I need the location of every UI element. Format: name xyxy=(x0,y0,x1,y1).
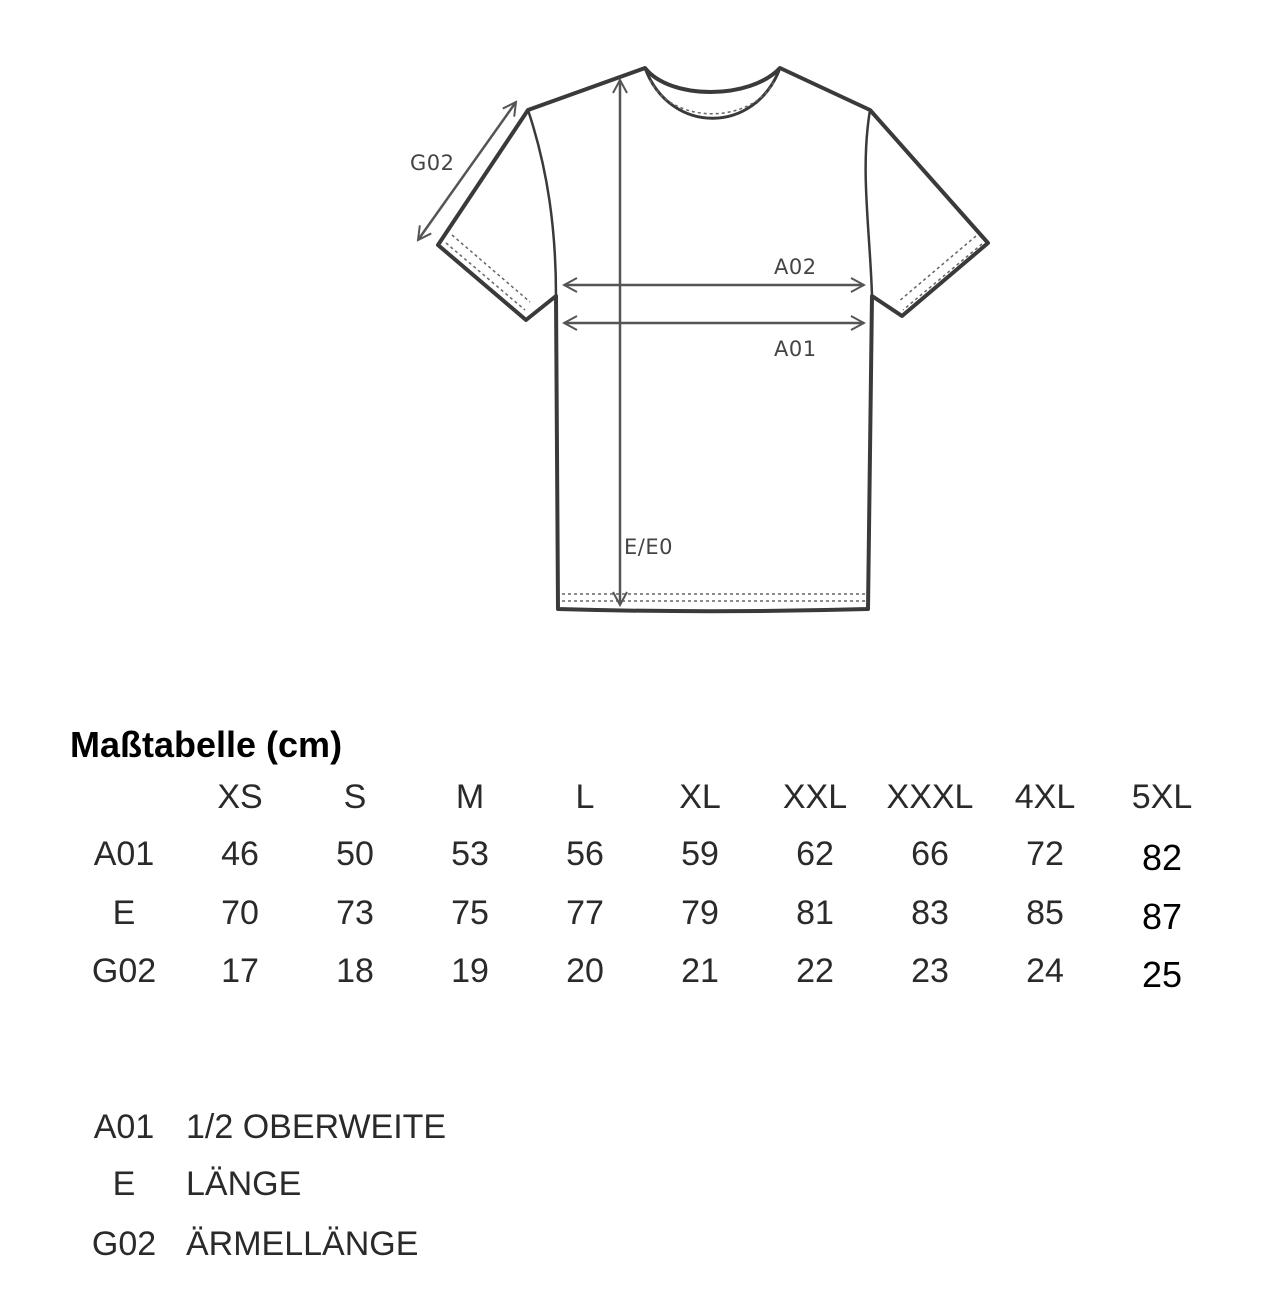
table-cell-a01-xs: 46 xyxy=(221,835,259,873)
table-cell-a01-l: 56 xyxy=(566,835,604,873)
size-header-5xl: 5XL xyxy=(1131,778,1193,816)
table-cell-a01-m: 53 xyxy=(451,835,489,873)
size-header-m: M xyxy=(455,778,485,816)
g02-diagram-label: G02 xyxy=(410,151,455,175)
table-cell-g02-xl: 21 xyxy=(681,952,719,990)
right-armhole-seam xyxy=(866,110,872,296)
table-cell-e-4xl: 85 xyxy=(1026,894,1064,932)
size-header-xs: XS xyxy=(217,778,263,816)
table-cell-a01-xl: 59 xyxy=(681,835,719,873)
table-cell-e-m: 75 xyxy=(451,894,489,932)
table-cell-g02-xs: 17 xyxy=(221,952,259,990)
table-cell-e-l: 77 xyxy=(566,894,604,932)
left-sleeve-stitch-2 xyxy=(446,243,525,310)
legend-description-g02: ÄRMELLÄNGE xyxy=(186,1225,419,1263)
row-key-g02: G02 xyxy=(91,952,157,990)
table-cell-e-5xl: 87 xyxy=(1141,896,1183,937)
table-cell-g02-s: 18 xyxy=(336,952,374,990)
table-cell-g02-xxxl: 23 xyxy=(911,952,949,990)
legend-description-e: LÄNGE xyxy=(186,1165,302,1203)
legend-key-a01: A01 xyxy=(93,1108,155,1146)
size-header-4xl: 4XL xyxy=(1014,778,1076,816)
table-cell-g02-4xl: 24 xyxy=(1026,952,1064,990)
row-key-a01: A01 xyxy=(93,835,155,873)
legend-key-e: E xyxy=(112,1165,136,1203)
table-cell-g02-m: 19 xyxy=(451,952,489,990)
size-header-l: L xyxy=(575,778,595,816)
size-header-xxl: XXL xyxy=(782,778,848,816)
table-cell-a01-5xl: 82 xyxy=(1141,837,1183,878)
a01-diagram-label: A01 xyxy=(774,337,817,361)
table-cell-g02-l: 20 xyxy=(566,952,604,990)
right-sleeve-stitch-2 xyxy=(903,244,982,310)
table-cell-g02-xxl: 22 xyxy=(796,952,834,990)
legend-description-a01: 1/2 OBERWEITE xyxy=(186,1108,447,1146)
table-cell-a01-4xl: 72 xyxy=(1026,835,1064,873)
legend-key-g02: G02 xyxy=(91,1225,157,1263)
table-cell-e-xs: 70 xyxy=(221,894,259,932)
size-table-title: Maßtabelle (cm) xyxy=(70,724,343,765)
left-armhole-seam xyxy=(528,110,556,296)
table-cell-a01-xxl: 62 xyxy=(796,835,834,873)
table-cell-e-xxl: 81 xyxy=(796,894,834,932)
size-header-xl: XL xyxy=(679,778,721,816)
a02-diagram-label: A02 xyxy=(774,255,817,279)
row-key-e: E xyxy=(112,894,136,932)
table-cell-g02-5xl: 25 xyxy=(1141,954,1183,995)
size-header-s: S xyxy=(343,778,367,816)
size-header-xxxl: XXXL xyxy=(886,778,974,816)
table-cell-e-xl: 79 xyxy=(681,894,719,932)
table-cell-e-s: 73 xyxy=(336,894,374,932)
table-cell-a01-xxxl: 66 xyxy=(911,835,949,873)
tshirt-outline xyxy=(438,68,988,611)
table-cell-a01-s: 50 xyxy=(336,835,374,873)
right-sleeve-stitch xyxy=(898,236,976,302)
e-diagram-label: E/E0 xyxy=(624,535,673,559)
table-cell-e-xxxl: 83 xyxy=(911,894,949,932)
